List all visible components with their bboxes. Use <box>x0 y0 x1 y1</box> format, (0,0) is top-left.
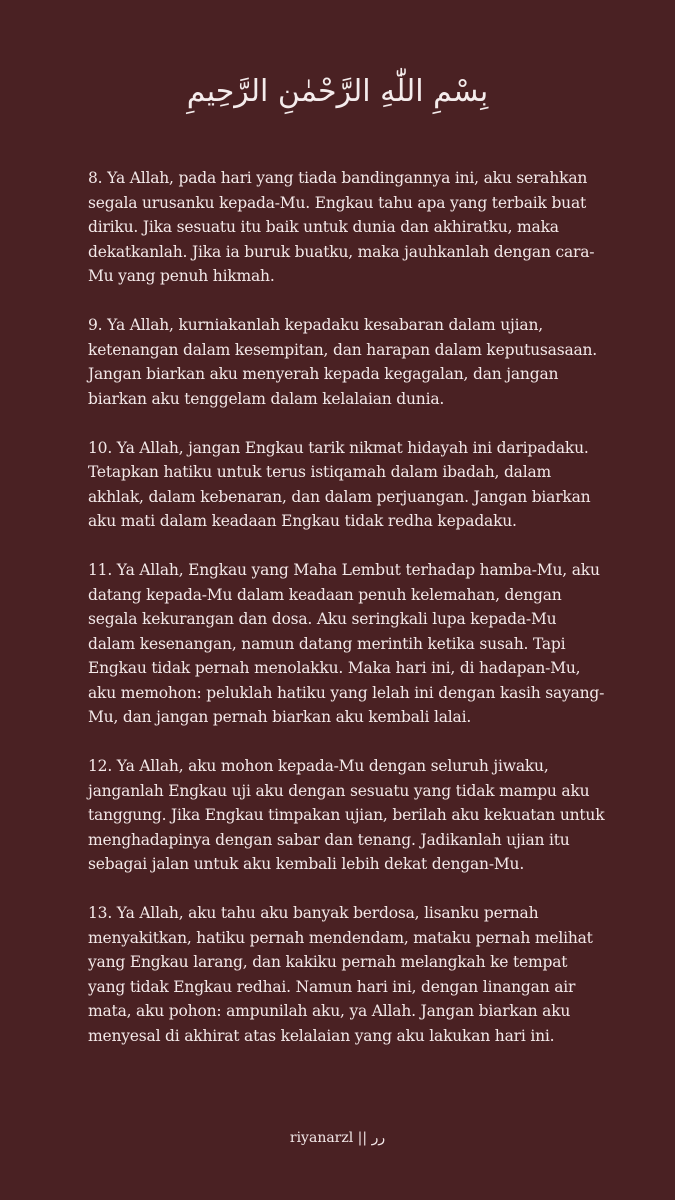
prayer-paragraph-11: 11. Ya Allah, Engkau yang Maha Lembut terhadap hamba-Mu, aku datang kepada-Mu dalam keadaan penuh kelemahan, dengan segala kekurangan dan dosa. Aku seringkali lupa kepada-Mu dalam kesenangan, namun datang merintih ketika susah. Tapi Engkau tidak pernah menolakku. Maka hari ini, di hadapan-Mu, aku memohon: peluklah hatiku yang lelah ini dengan kasih sayang-Mu, dan jangan pernah biarkan aku kembali lalai. <box>88 561 605 726</box>
prayer-paragraph-9: 9. Ya Allah, kurniakanlah kepadaku kesabaran dalam ujian, ketenangan dalam kesempitan, dan harapan dalam keputusasaan. Jangan biarkan aku menyerah kepada kegagalan, dan jangan biarkan aku tenggelam dalam kelalaian dunia. <box>88 316 598 408</box>
basmalah-heading: بِسْمِ اللّٰهِ الرَّحْمٰنِ الرَّحِيمِ <box>186 74 489 109</box>
prayer-paragraph-8: 8. Ya Allah, pada hari yang tiada bandingannya ini, aku serahkan segala urusanku kepada-Mu. Engkau tahu apa yang terbaik buat diriku. Jika sesuatu itu baik untuk dunia dan akhiratku, maka dekatkanlah. Jika ia buruk buatku, maka jauhkanlah dengan cara-Mu yang penuh hikmah. <box>88 169 595 285</box>
author-signature: riyanarzl || رر <box>289 1130 386 1146</box>
prayer-text-body <box>88 166 608 1073</box>
prayer-paragraph-13: 13. Ya Allah, aku tahu aku banyak berdosa, lisanku pernah menyakitkan, hatiku pernah mendendam, mataku pernah melihat yang Engkau larang, dan kakiku pernah melangkah ke tempat yang tidak Engkau redhai. Namun hari ini, dengan linangan air mata, aku pohon: ampunilah aku, ya Allah. Jangan biarkan aku menyesal di akhirat atas kelalaian yang aku lakukan hari ini. <box>88 904 593 1045</box>
prayer-paragraph-12: 12. Ya Allah, aku mohon kepada-Mu dengan seluruh jiwaku, janganlah Engkau uji aku dengan sesuatu yang tidak mampu aku tanggung. Jika Engkau timpakan ujian, berilah aku kekuatan untuk menghadapinya dengan sabar dan tenang. Jadikanlah ujian itu sebagai jalan untuk aku kembali lebih dekat dengan-Mu. <box>88 757 605 873</box>
prayer-paragraph-10: 10. Ya Allah, jangan Engkau tarik nikmat hidayah ini daripadaku. Tetapkan hatiku untuk terus istiqamah dalam ibadah, dalam akhlak, dalam kebenaran, dan dalam perjuangan. Jangan biarkan aku mati dalam keadaan Engkau tidak redha kepadaku. <box>88 438 591 530</box>
